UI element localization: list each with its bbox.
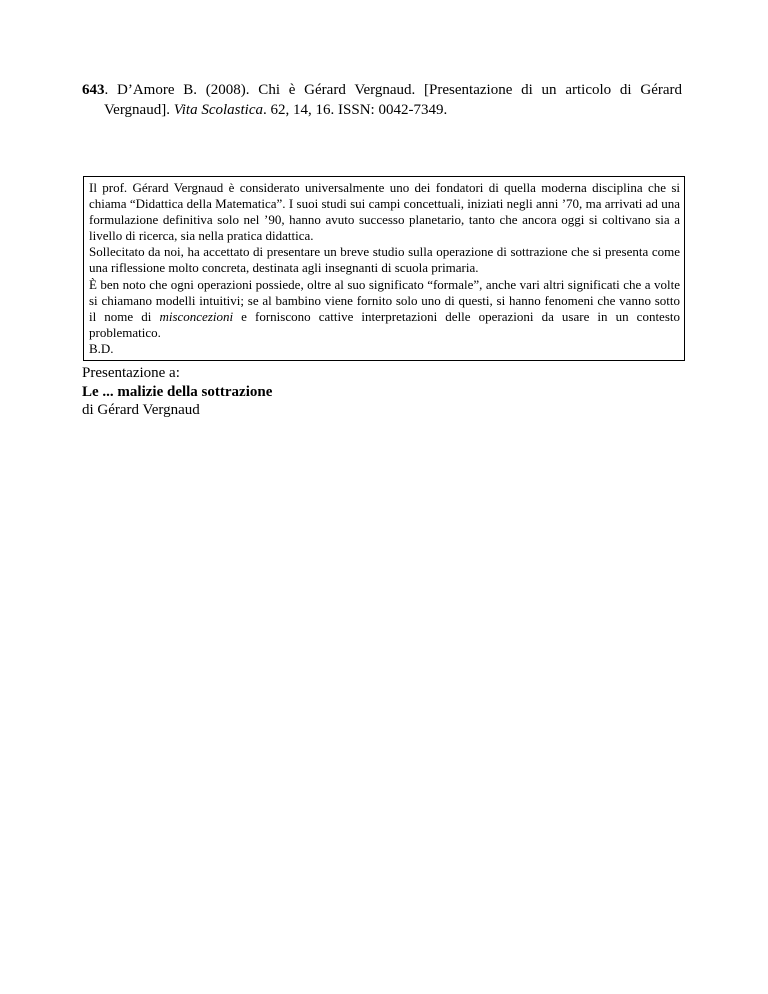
citation (82, 80, 682, 120)
abstract-paragraph-3-start: È ben noto che ogni operazioni possiede, oltre al suo significato “formale”, anche vari altri significati che a volte si chiamano modelli intuitivi; se al bambino viene fornito solo uno di questi, si hanno fenomeni che vanno sotto il nome di (89, 276, 680, 324)
abstract-paragraph-3-end: e forniscono cattive interpretazioni delle operazioni da usare in un contesto problematico. (89, 308, 681, 340)
journal-name: Vita Scolastica (173, 102, 264, 118)
abstract-paragraph-2: Sollecitato da noi, ha accettato di presentare un breve studio sulla operazione di sottrazione che si presenta come una riflessione molto concreta, destinata agli insegnanti di scuola primaria. (89, 244, 680, 276)
abstract-paragraph-1: Il prof. Gérard Vergnaud è considerato universalmente uno dei fondatori di quella moderna disciplina che si chiama “Didattica della Matematica”. I suoi studi sui campi concettuali, iniziati negli anni ’70, ma arrivati ad una formulazione definitiva solo nel ’90, hanno avuto successo planetario, tanto che ancora oggi si coltivano sia a livello di ricerca, sia nella pratica didattica. (89, 180, 680, 244)
citation-number: 643 (82, 82, 105, 98)
signature: B.D. (89, 340, 114, 356)
article-title: Le ... malizie della sottrazione (82, 383, 273, 400)
misconcezioni-term: misconcezioni (159, 308, 234, 324)
abstract-paragraph-3 (89, 277, 680, 341)
abstract-box (83, 176, 685, 361)
presentation-label: Presentazione a: (82, 365, 180, 381)
citation-text: . D’Amore B. (2008). Chi è Gérard Vergnaud. [Presentazione di un articolo di Gérard Vergnaud]. (104, 82, 682, 118)
presentation-block (82, 364, 682, 420)
citation-details: . 62, 14, 16. ISSN: 0042-7349. (263, 102, 448, 118)
article-author: di Gérard Vergnaud (82, 402, 200, 418)
